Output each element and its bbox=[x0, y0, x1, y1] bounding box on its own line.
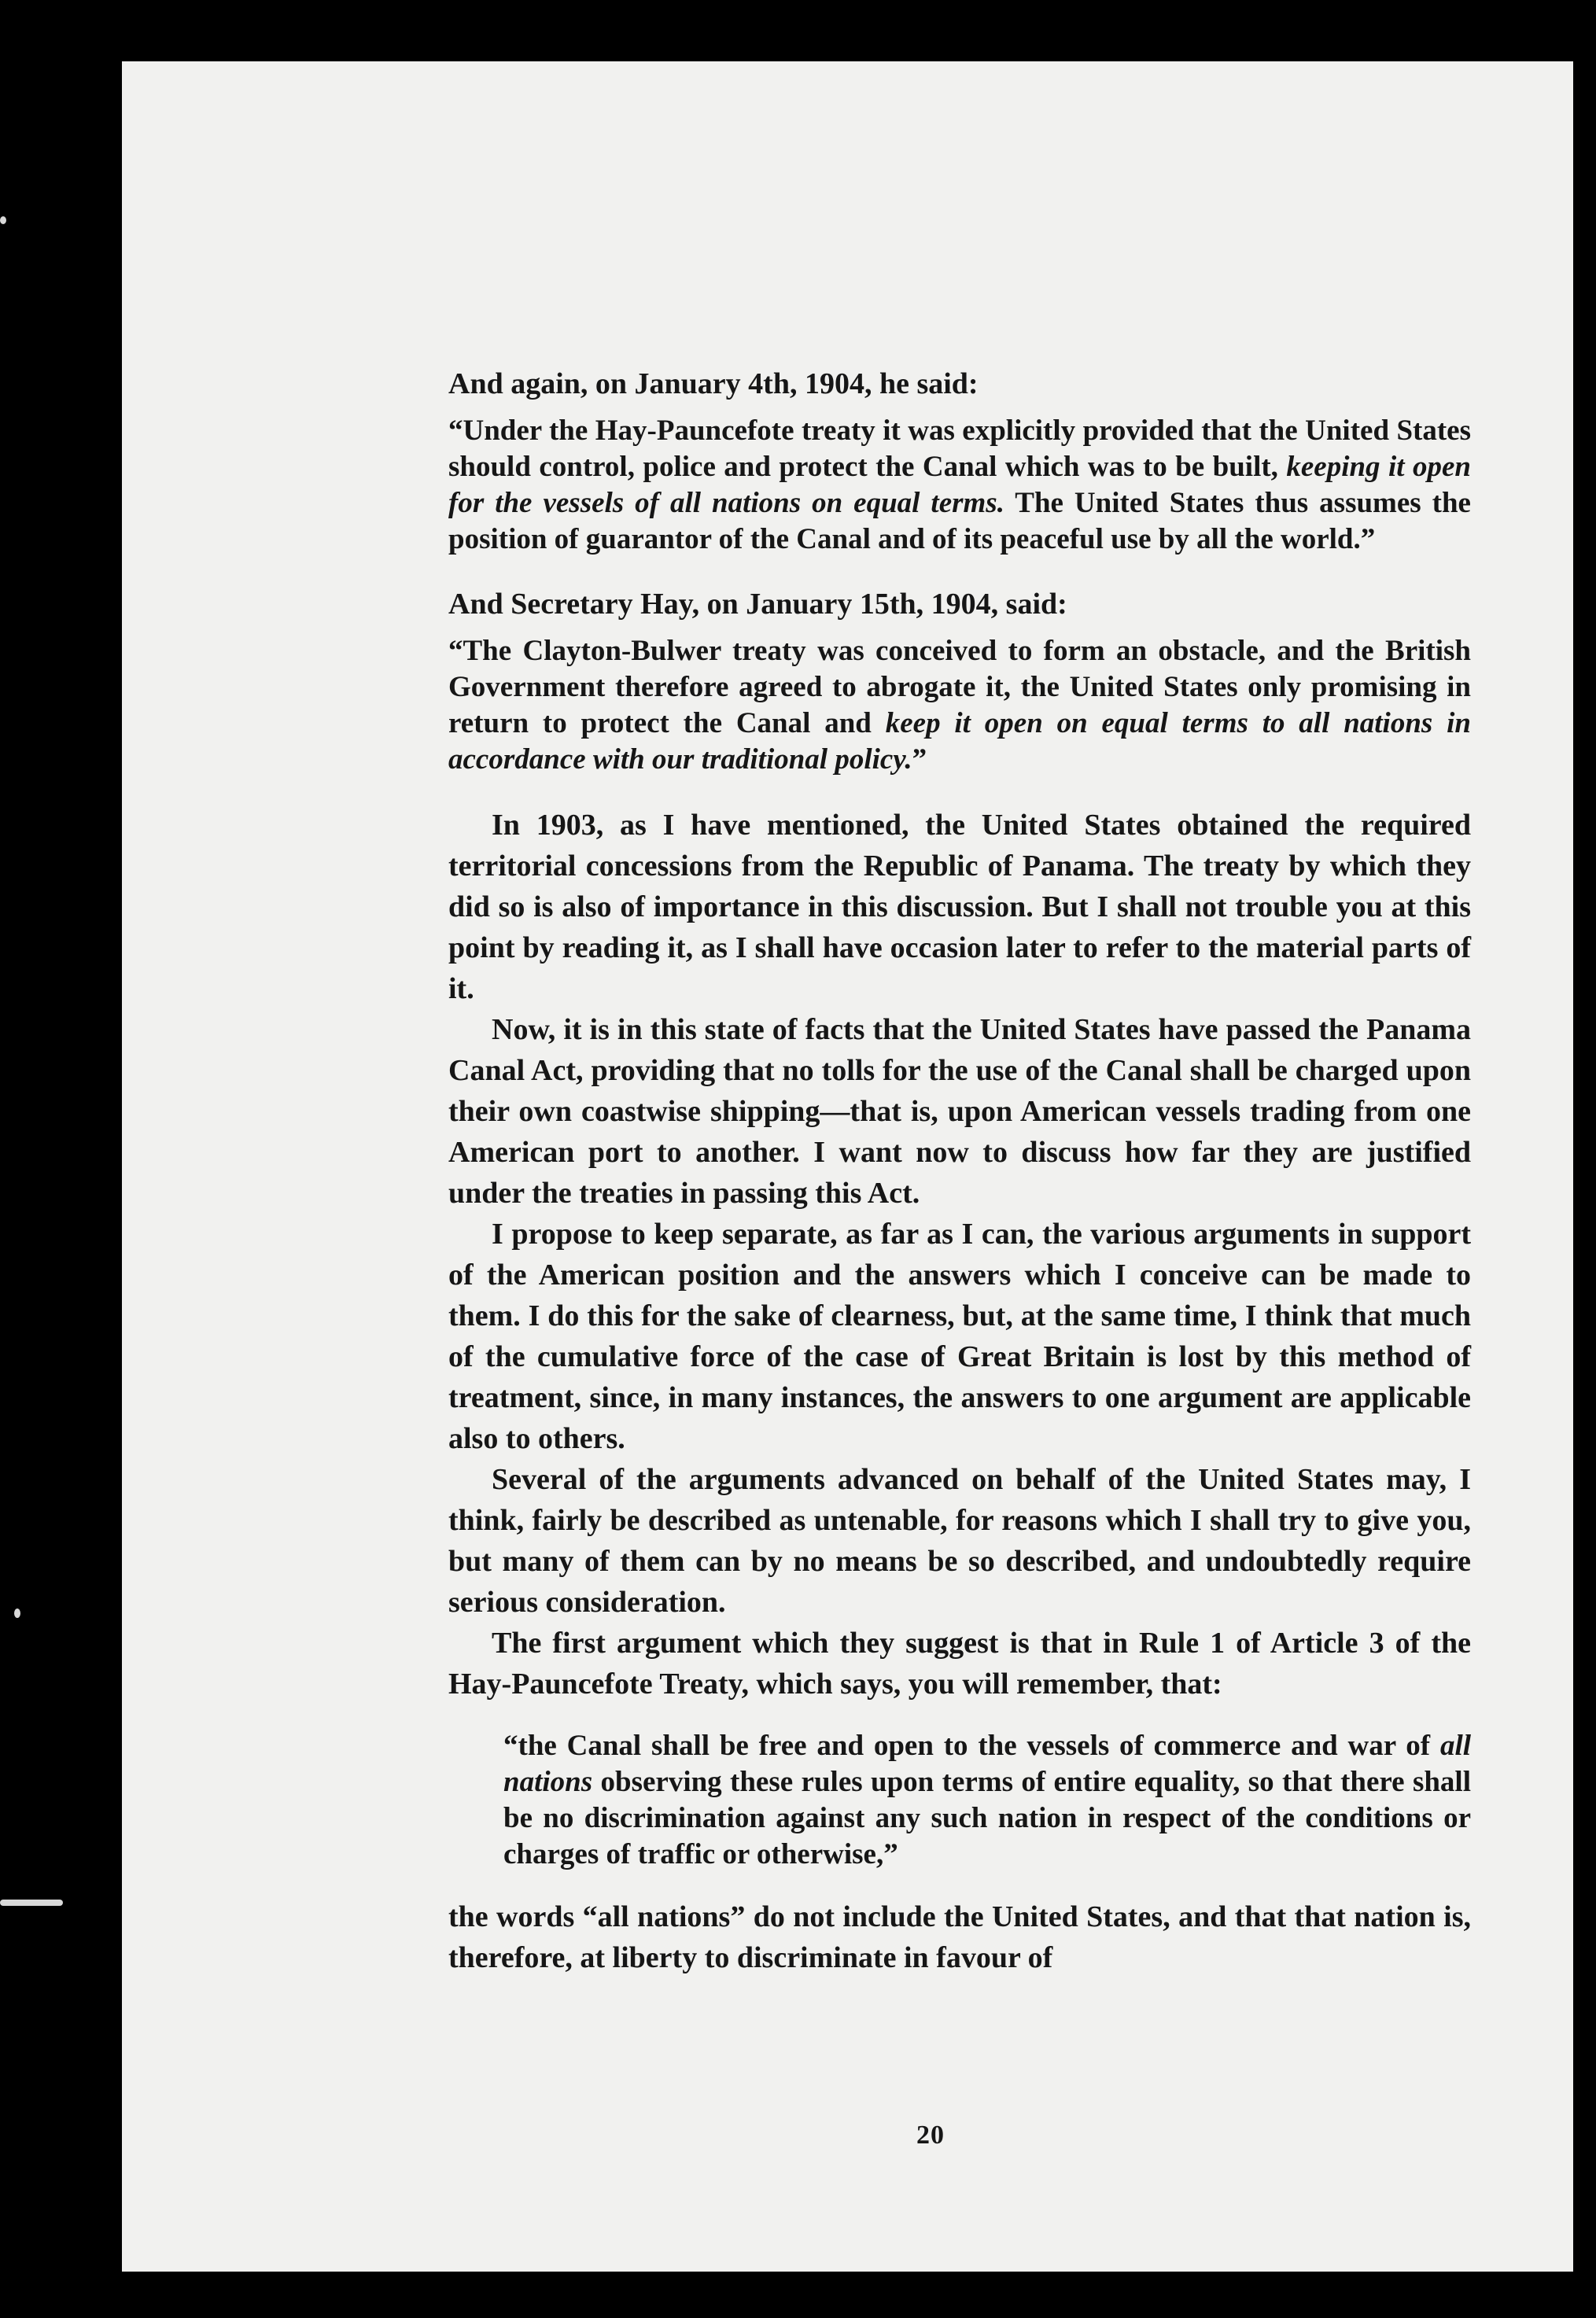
intro-line: And again, on January 4th, 1904, he said: bbox=[448, 367, 979, 400]
block-quote bbox=[448, 633, 1471, 778]
intro-line: And Secretary Hay, on January 15th, 1904, said: bbox=[448, 588, 1067, 621]
quote-text: observing these rules upon terms of entire equality, so that there shall be no discrimination against any such nation in respect of the conditions or charges of traffic or otherwise,” bbox=[503, 1766, 1471, 1870]
quote-italic-text: all nations bbox=[503, 1730, 1471, 1798]
scan-speck bbox=[0, 216, 6, 224]
quote-text: ” bbox=[912, 743, 927, 776]
paragraph: In 1903, as I have mentioned, the United States obtained the required territorial concessions from the Republic of Panama. The treaty by which they did so is also of importance in this discussion. But I shall not trouble you at this point by reading it, as I shall have occasion later to refer to the material parts of it. bbox=[448, 809, 1471, 1005]
paragraph: I propose to keep separate, as far as I can, the various arguments in support of the American position and the answers which I conceive can be made to them. I do this for the sake of clearness, but, at the same time, I think that much of the cumulative force of the case of Great Britain is lost by this method of treatment, since, in many instances, the answers to one argument are applicable also to others. bbox=[448, 1218, 1471, 1455]
scan-speck bbox=[14, 1609, 20, 1618]
quote-text: “the Canal shall be free and open to the vessels of commerce and war of bbox=[503, 1730, 1440, 1762]
page-text bbox=[448, 364, 1471, 1978]
paragraph: Several of the arguments advanced on behalf of the United States may, I think, fairly be described as untenable, for reasons which I shall try to give you, but many of them can by no means be so described, and undoubtedly require serious consideration. bbox=[448, 1463, 1471, 1619]
quote-text: “Under the Hay-Pauncefote treaty it was explicitly provided that the United States should control, police and protect the Canal which was to be built, bbox=[448, 415, 1471, 483]
page-number: 20 bbox=[916, 2121, 945, 2150]
paragraph: Now, it is in this state of facts that the United States have passed the Panama Canal Act, providing that no tolls for the use of the Canal shall be charged upon their own coastwise shipping—that is, upon American vessels trading from one American port to another. I want now to discuss how far they are justified under the treaties in passing this Act. bbox=[448, 1013, 1471, 1210]
paragraph-continuation: the words “all nations” do not include the United States, and that that nation is, therefore, at liberty to discriminate in favour of bbox=[448, 1900, 1471, 1974]
paragraph: The first argument which they suggest is that in Rule 1 of Article 3 of the Hay-Pauncefote Treaty, which says, you will remember, that: bbox=[448, 1627, 1471, 1701]
block-quote bbox=[448, 1728, 1471, 1873]
quote-text: The United States thus assumes the position of guarantor of the Canal and of its peaceful use by all the world.” bbox=[448, 487, 1471, 555]
block-quote bbox=[448, 413, 1471, 558]
scan-speck bbox=[0, 1900, 63, 1906]
quote-italic-text: keeping it open for the vessels of all nations on equal terms. bbox=[448, 451, 1471, 519]
scanned-page bbox=[122, 61, 1573, 2272]
quote-text: “The Clayton-Bulwer treaty was conceived to form an obstacle, and the British Government therefore agreed to abrogate it, the United States only promising in return to protect the Canal and bbox=[448, 635, 1471, 739]
quote-italic-text: keep it open on equal terms to all nations in accordance with our traditional policy. bbox=[448, 707, 1471, 776]
